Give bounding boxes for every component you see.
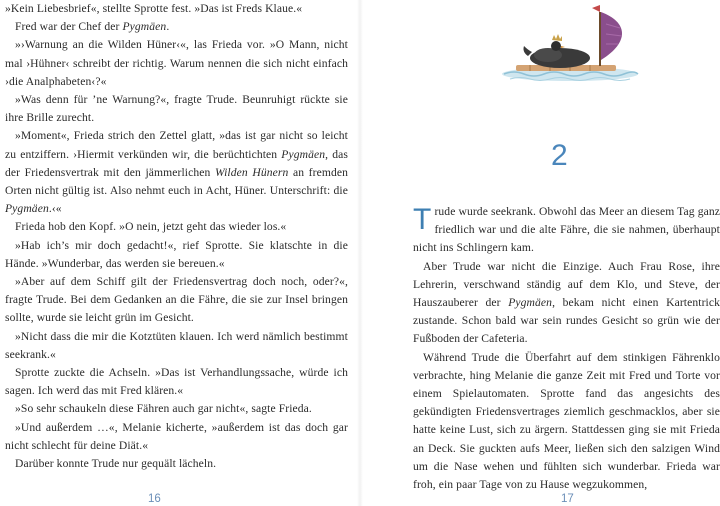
paragraph: Aber Trude war nicht die Einzige. Auch Frau Rose, ihre Lehrerin, verschwand ständig auf dem Klo, und Steve, der Hauszauberer der Pygmäen, bekam nicht einen Kartentrick zustande. Schon bald war sein rundes Gesicht so grün wie der Fußboden der Cafeteria. — [413, 259, 720, 346]
paragraph: Während Trude die Überfahrt auf dem stinkigen Fährenklo verbrachte, hing Melanie die ganze Zeit mit Fred und Torte vor einem Spielautomaten. Sprotte fand das angesichts des gekündigten Friedensvertrages ziemlich geschmacklos, aber sie hatte keine Lust, sich zu ärgern. Stattdessen ging sie mit Frieda an Deck. Sie guckten aufs Meer, ließen sich den salzigen Wind um die Nase wehen und fühlten sich wunderbar. Frieda war froh, ein paar Tage von zu Hause wegzukommen, — [413, 350, 720, 492]
paragraph: »Was denn für ’ne Warnung?«, fragte Trude. Beunruhigt rückte sie ihre Brille zurecht. — [5, 93, 348, 125]
paragraph: »So sehr schaukeln diese Fähren auch gar nicht«, sagte Frieda. — [15, 402, 312, 416]
paragraph: Trude wurde seekrank. Obwohl das Meer an diesem Tag ganz friedlich war und die alte Fähre, die sie nahmen, überhaupt nicht ins Schlingern kam. — [413, 203, 720, 255]
paragraph: »›Warnung an die Wilden Hüner‹«, las Frieda vor. »O Mann, nicht mal ›Hühner‹ schreibt der richtig. Warum nennen die sich nicht einfach ›die Analphabeten‹?« — [5, 38, 348, 88]
paragraph: Darüber konnte Trude nur gequält lächeln. — [15, 457, 217, 471]
left-page-text — [5, 0, 348, 473]
paragraph: Frieda hob den Kopf. »O nein, jetzt geht das wieder los.« — [15, 220, 287, 234]
paragraph: »Aber auf dem Schiff gilt der Friedensvertrag doch noch, oder?«, fragte Trude. Bei dem Gedanken an die Fähre, die sie zur Insel bringen sollte, wurde sie leicht grün im Gesicht. — [5, 275, 348, 325]
page-number-left: 16 — [148, 493, 161, 505]
paragraph: »Moment«, Frieda strich den Zettel glatt, »das ist gar nicht so leicht zu entziffern. ›Hiermit verkünden wir, die berüchtichten Pygmäen, das der Friedensvertrak mit den jämmerlichen Wilden Hünern an fremden Orten nicht gültig ist. Also nehmt euch in Acht, Hüner. Unterschrift: die Pygmäen.‹« — [5, 129, 348, 216]
hen-on-raft-icon — [500, 2, 640, 90]
paragraph: »Hab ich’s mir doch gedacht!«, rief Sprotte. Sie klatschte in die Hände. »Wunderbar, das werden sie bereuen.« — [5, 238, 348, 270]
paragraph: »Und außerdem …«, Melanie kicherte, »außerdem ist das doch gar nicht schlecht für deine Diät.« — [5, 420, 348, 452]
paragraph: Fred war der Chef der Pygmäen. — [15, 20, 170, 34]
right-page-text — [413, 203, 720, 494]
page-number-right: 17 — [561, 493, 574, 505]
drop-cap: T — [413, 203, 432, 236]
paragraph: Sprotte zuckte die Achseln. »Das ist Verhandlungssache, würde ich sagen. Ich werd das mit Fred klären.« — [5, 366, 348, 398]
chapter-number: 2 — [551, 139, 568, 172]
paragraph: »Nicht dass die mir die Kotztüten klauen. Ich werd nämlich bestimmt seekrank.« — [5, 329, 348, 361]
paragraph: »Kein Liebesbrief«, stellte Sprotte fest. »Das ist Freds Klaue.« — [5, 2, 303, 15]
